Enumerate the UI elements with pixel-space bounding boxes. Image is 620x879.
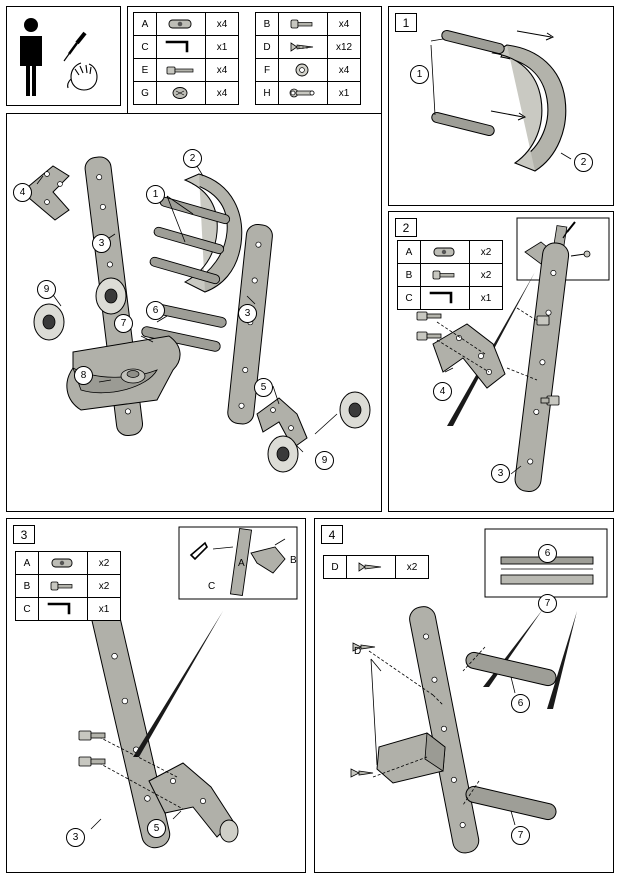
legend-qty: x1 bbox=[328, 82, 361, 105]
callout-7: 7 bbox=[511, 826, 530, 845]
callout-6: 6 bbox=[146, 301, 165, 320]
callout-9b: 9 bbox=[315, 451, 334, 470]
barrel-nut-icon bbox=[421, 241, 470, 264]
legend-row bbox=[256, 82, 361, 105]
legend-row bbox=[16, 598, 121, 621]
step-4-parts-table bbox=[323, 555, 429, 579]
callout-7-inset: 7 bbox=[538, 594, 557, 613]
long-bolt-icon bbox=[157, 59, 206, 82]
legend-qty: x1 bbox=[88, 598, 121, 621]
legend-qty: x4 bbox=[206, 59, 239, 82]
callout-1: 1 bbox=[410, 65, 429, 84]
legend-letter: D bbox=[256, 36, 279, 59]
cap-nut-icon bbox=[157, 82, 206, 105]
barrel-nut-icon bbox=[39, 552, 88, 575]
legend-row bbox=[134, 13, 239, 36]
legend-row bbox=[16, 552, 121, 575]
detail-label-d: D bbox=[354, 646, 362, 657]
legend-letter: A bbox=[134, 13, 157, 36]
legend-qty: x4 bbox=[206, 13, 239, 36]
legend-qty: x4 bbox=[328, 13, 361, 36]
step-number: 1 bbox=[395, 13, 417, 32]
allen-key-icon bbox=[39, 598, 88, 621]
legend-letter: C bbox=[398, 287, 421, 310]
step-2-panel bbox=[388, 211, 614, 512]
step-2-parts-table bbox=[397, 240, 503, 310]
legend-qty: x2 bbox=[470, 241, 503, 264]
legend-letter: D bbox=[324, 556, 347, 579]
detail-label-c: C bbox=[208, 581, 216, 592]
legend-letter: F bbox=[256, 59, 279, 82]
legend-qty: x1 bbox=[206, 36, 239, 59]
legend-letter: C bbox=[134, 36, 157, 59]
washer-icon bbox=[279, 59, 328, 82]
person-icon bbox=[20, 18, 42, 96]
tools-required-box bbox=[6, 6, 121, 106]
barrel-nut-icon bbox=[157, 13, 206, 36]
callout-2: 2 bbox=[574, 153, 593, 172]
callout-4: 4 bbox=[433, 382, 452, 401]
allen-key-icon bbox=[157, 36, 206, 59]
callout-5: 5 bbox=[147, 819, 166, 838]
legend-qty: x2 bbox=[396, 556, 429, 579]
legend-letter: H bbox=[256, 82, 279, 105]
callout-7: 7 bbox=[114, 314, 133, 333]
parts-legend-left bbox=[133, 12, 239, 105]
parts-legend-panel bbox=[127, 6, 382, 115]
callout-8: 8 bbox=[74, 366, 93, 385]
step-4-panel bbox=[314, 518, 614, 873]
callout-9: 9 bbox=[37, 280, 56, 299]
step-number: 2 bbox=[395, 218, 417, 237]
detail-label-b: B bbox=[290, 555, 297, 566]
legend-row bbox=[398, 264, 503, 287]
callout-6: 6 bbox=[511, 694, 530, 713]
legend-qty: x4 bbox=[328, 59, 361, 82]
legend-row bbox=[16, 575, 121, 598]
legend-row bbox=[256, 59, 361, 82]
step-3-parts-table bbox=[15, 551, 121, 621]
screw-icon bbox=[347, 556, 396, 579]
legend-letter: G bbox=[134, 82, 157, 105]
bolt-icon bbox=[279, 13, 328, 36]
legend-qty: x12 bbox=[328, 36, 361, 59]
legend-letter: C bbox=[16, 598, 39, 621]
exploded-overview-panel bbox=[6, 113, 382, 512]
legend-letter: A bbox=[16, 552, 39, 575]
callout-3: 3 bbox=[66, 828, 85, 847]
detail-label-a: A bbox=[238, 558, 245, 569]
legend-qty: x2 bbox=[88, 575, 121, 598]
legend-row bbox=[256, 13, 361, 36]
step-1-panel bbox=[388, 6, 614, 206]
legend-letter: B bbox=[16, 575, 39, 598]
legend-letter: B bbox=[256, 13, 279, 36]
bolt-icon bbox=[39, 575, 88, 598]
legend-row bbox=[134, 36, 239, 59]
legend-qty: x1 bbox=[470, 287, 503, 310]
step-number: 4 bbox=[321, 525, 343, 544]
callout-6-inset: 6 bbox=[538, 544, 557, 563]
wrench-icon bbox=[279, 82, 328, 105]
legend-qty: x2 bbox=[470, 264, 503, 287]
legend-letter: E bbox=[134, 59, 157, 82]
legend-qty: x4 bbox=[206, 82, 239, 105]
screw-icon bbox=[279, 36, 328, 59]
screwdriver-icon bbox=[64, 33, 85, 61]
callout-3: 3 bbox=[491, 464, 510, 483]
legend-row bbox=[134, 82, 239, 105]
hand-icon bbox=[68, 63, 97, 90]
callout-2: 2 bbox=[183, 149, 202, 168]
legend-row bbox=[398, 287, 503, 310]
legend-row bbox=[324, 556, 429, 579]
legend-qty: x2 bbox=[88, 552, 121, 575]
legend-row bbox=[398, 241, 503, 264]
legend-row bbox=[134, 59, 239, 82]
legend-letter: B bbox=[398, 264, 421, 287]
step-3-panel bbox=[6, 518, 306, 873]
legend-row bbox=[256, 36, 361, 59]
callout-4: 4 bbox=[13, 183, 32, 202]
bolt-icon bbox=[421, 264, 470, 287]
step-number: 3 bbox=[13, 525, 35, 544]
legend-letter: A bbox=[398, 241, 421, 264]
callout-3b: 3 bbox=[238, 304, 257, 323]
callout-5: 5 bbox=[254, 378, 273, 397]
parts-legend-right bbox=[255, 12, 361, 105]
callout-1: 1 bbox=[146, 185, 165, 204]
allen-key-icon bbox=[421, 287, 470, 310]
callout-3: 3 bbox=[92, 234, 111, 253]
